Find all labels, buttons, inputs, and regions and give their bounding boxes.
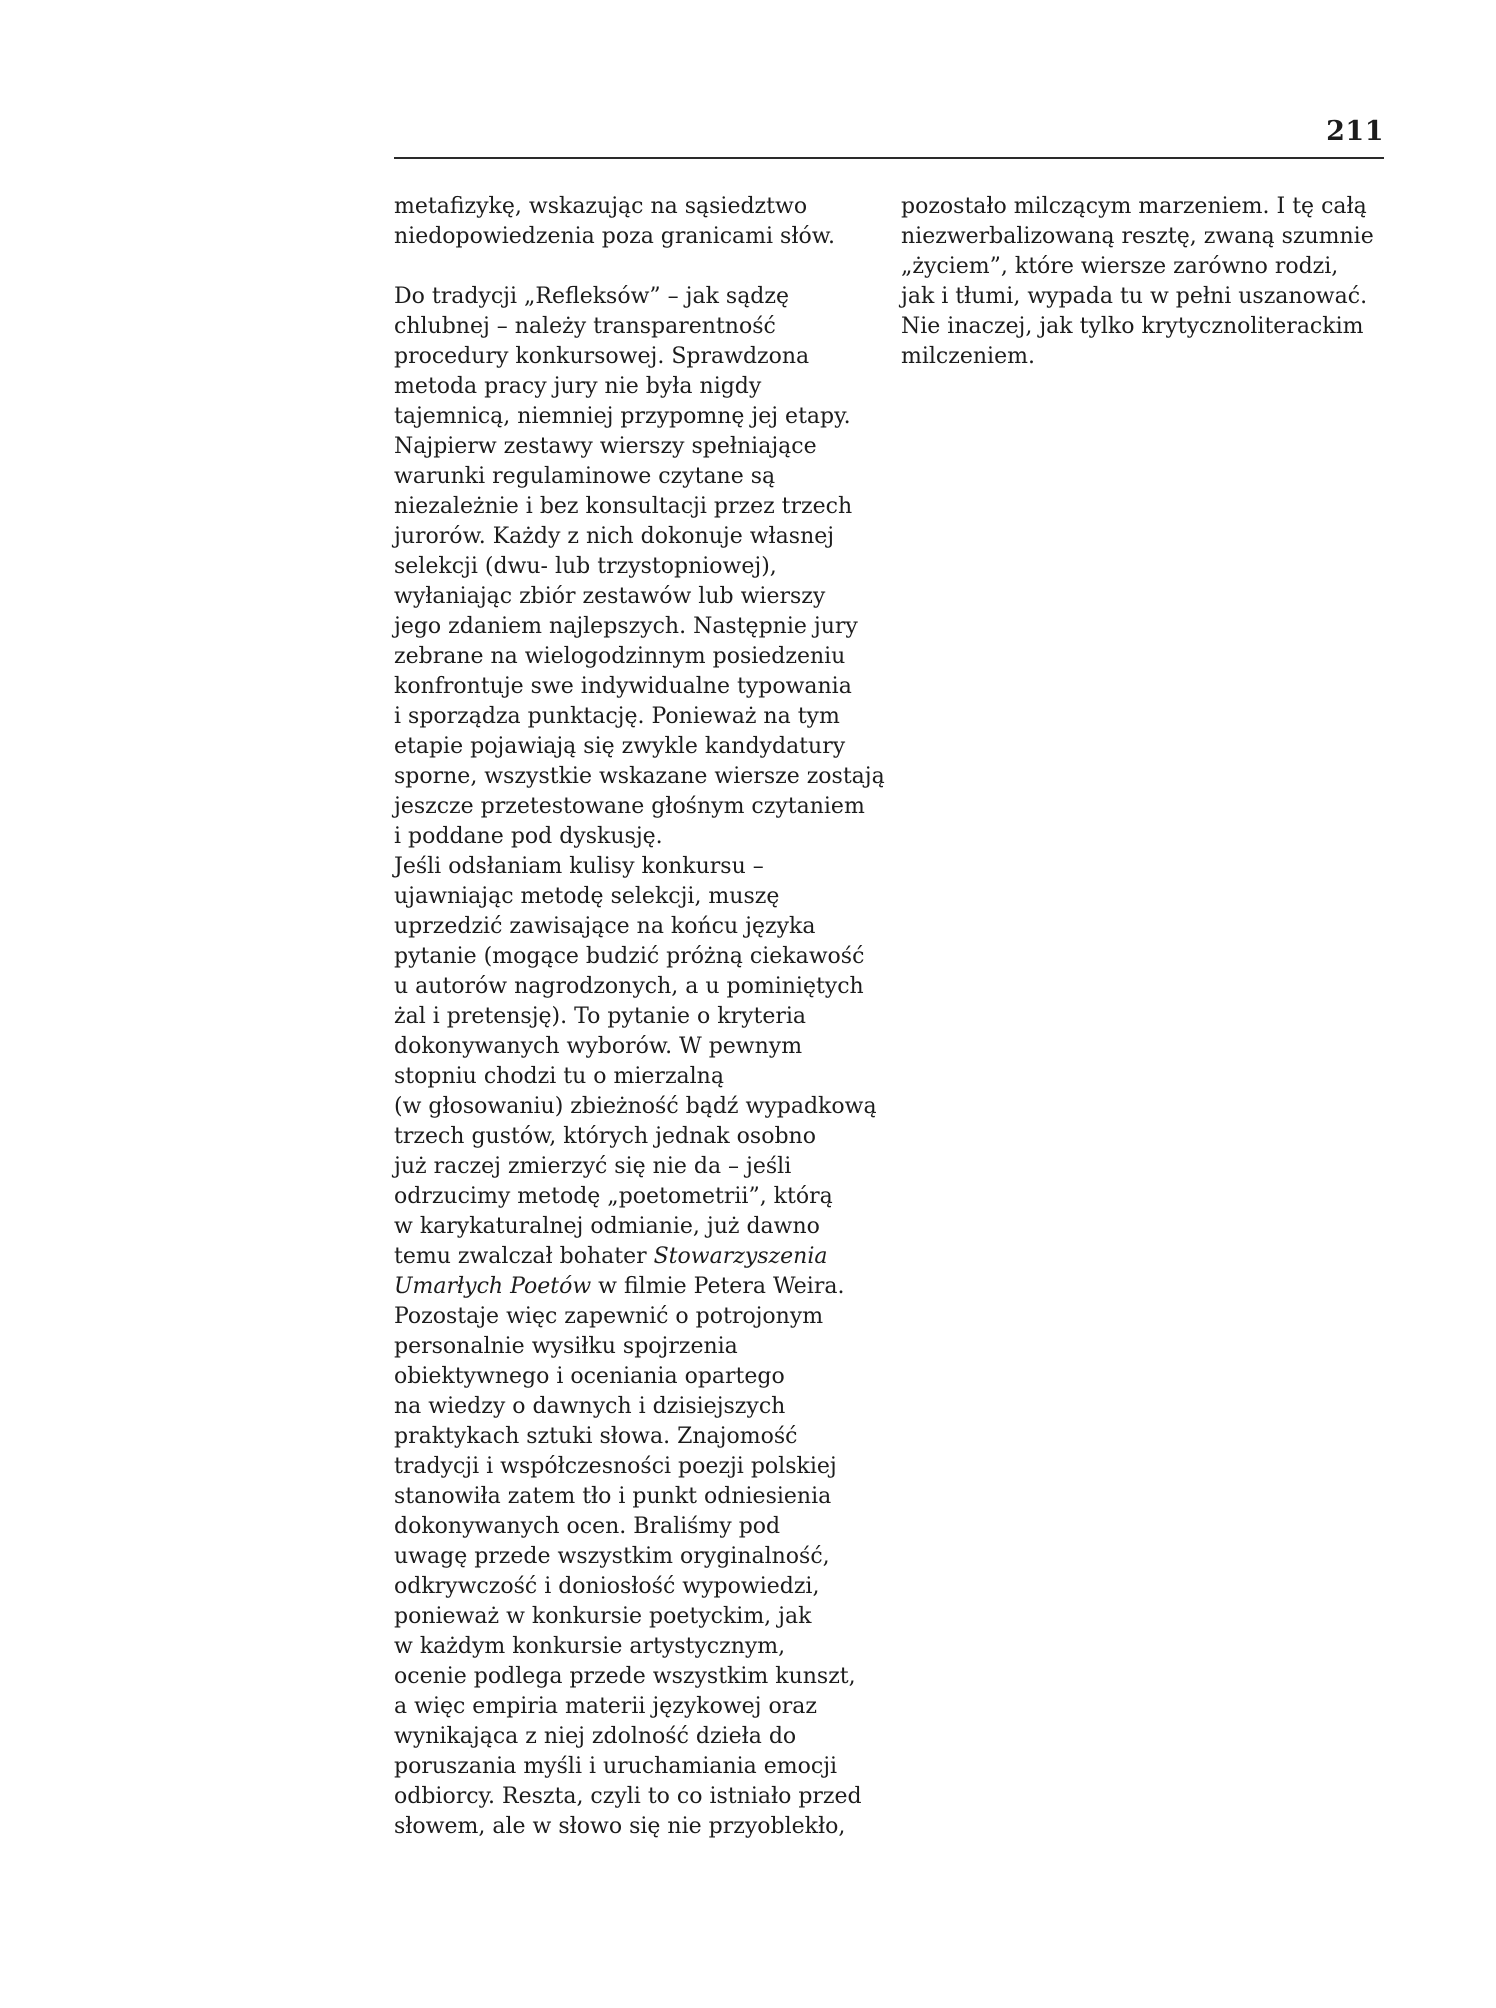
text-line: dokonywanych ocen. Braliśmy pod [394, 1514, 781, 1539]
text-line: i sporządza punktację. Ponieważ na tym [394, 704, 840, 729]
paragraph-3 [394, 852, 894, 1842]
text-line: poruszania myśli i uruchamiania emocji [394, 1754, 838, 1779]
text-line: Nie inaczej, jak tylko krytycznoliterackim [901, 314, 1364, 339]
text-line: pytanie (mogące budzić próżną ciekawość [394, 944, 865, 969]
text-line [394, 1272, 894, 1302]
text-line: sporne, wszystkie wskazane wiersze zostają [394, 764, 885, 789]
text-line: ocenie podlega przede wszystkim kunszt, [394, 1664, 856, 1689]
text-line: konfrontuje swe indywidualne typowania [394, 674, 852, 699]
paragraph-1 [394, 192, 894, 252]
text-line: stopniu chodzi tu o mierzalną [394, 1064, 724, 1089]
text-line: Jeśli odsłaniam kulisy konkursu – [394, 854, 764, 879]
text-line: chlubnej – należy transparentność [394, 314, 776, 339]
text-line: etapie pojawiają się zwykle kandydatury [394, 734, 846, 759]
text-line: niezwerbalizowaną resztę, zwaną szumnie [901, 224, 1374, 249]
paragraph-continuation [901, 192, 1401, 372]
text-segment: w filmie Petera Weira. [591, 1274, 845, 1299]
text-line: już raczej zmierzyć się nie da – jeśli [394, 1154, 792, 1179]
paragraph-2 [394, 282, 894, 852]
text-line: tradycji i współczesności poezji polskiej [394, 1454, 837, 1479]
text-line [394, 1242, 894, 1272]
text-line: metafizykę, wskazując na sąsiedztwo [394, 194, 808, 219]
text-line: jurorów. Każdy z nich dokonuje własnej [394, 524, 835, 549]
text-line: ponieważ w konkursie poetyckim, jak [394, 1604, 812, 1629]
text-line: metoda pracy jury nie była nigdy [394, 374, 762, 399]
text-line: Pozostaje więc zapewnić o potrojonym [394, 1304, 824, 1329]
text-line: praktykach sztuki słowa. Znajomość [394, 1424, 798, 1449]
text-line: tajemnicą, niemniej przypomnę jej etapy. [394, 404, 851, 429]
paragraph-spacer [394, 252, 894, 282]
text-line: trzech gustów, których jednak osobno [394, 1124, 816, 1149]
text-line: odbiorcy. Reszta, czyli to co istniało przed [394, 1784, 862, 1809]
text-line: milczeniem. [901, 344, 1035, 369]
text-line: uwagę przede wszystkim oryginalność, [394, 1544, 830, 1569]
text-line: i poddane pod dyskusję. [394, 824, 663, 849]
text-line: żal i pretensję). To pytanie o kryteria [394, 1004, 807, 1029]
film-title-italic: Stowarzyszenia [653, 1244, 828, 1269]
text-line: „życiem”, które wiersze zarówno rodzi, [901, 254, 1339, 279]
text-line: personalnie wysiłku spojrzenia [394, 1334, 738, 1359]
text-line: wyłaniając zbiór zestawów lub wierszy [394, 584, 826, 609]
text-line: (w głosowaniu) zbieżność bądź wypadkową [394, 1094, 877, 1119]
left-column [394, 192, 894, 1842]
text-line: zebrane na wielogodzinnym posiedzeniu [394, 644, 846, 669]
text-line: warunki regulaminowe czytane są [394, 464, 776, 489]
text-line: jeszcze przetestowane głośnym czytaniem [394, 794, 865, 819]
text-line: słowem, ale w słowo się nie przyoblekło, [394, 1814, 846, 1839]
text-line: wynikająca z niej zdolność dzieła do [394, 1724, 797, 1749]
text-line: odkrywczość i doniosłość wypowiedzi, [394, 1574, 820, 1599]
text-line: jego zdaniem najlepszych. Następnie jury [394, 614, 858, 639]
text-line: jak i tłumi, wypada tu w pełni uszanować. [901, 284, 1368, 309]
text-line: w każdym konkursie artystycznym, [394, 1634, 786, 1659]
text-line: obiektywnego i oceniania opartego [394, 1364, 785, 1389]
text-line: ujawniając metodę selekcji, muszę [394, 884, 780, 909]
text-line: Najpierw zestawy wierszy spełniające [394, 434, 817, 459]
text-line: Do tradycji „Refleksów” – jak sądzę [394, 284, 790, 309]
right-column [901, 192, 1401, 372]
film-title-italic: Umarłych Poetów [394, 1274, 592, 1299]
text-line: a więc empiria materii językowej oraz [394, 1694, 817, 1719]
text-line: stanowiła zatem tło i punkt odniesienia [394, 1484, 832, 1509]
text-line: niedopowiedzenia poza granicami słów. [394, 224, 835, 249]
text-line: dokonywanych wyborów. W pewnym [394, 1034, 803, 1059]
text-line: na wiedzy o dawnych i dzisiejszych [394, 1394, 786, 1419]
text-line: pozostało milczącym marzeniem. I tę całą [901, 194, 1367, 219]
page-number: 211 [1326, 116, 1384, 147]
text-line: w karykaturalnej odmianie, już dawno [394, 1214, 820, 1239]
text-line: selekcji (dwu- lub trzystopniowej), [394, 554, 777, 579]
text-line: uprzedzić zawisające na końcu języka [394, 914, 816, 939]
text-line: niezależnie i bez konsultacji przez trzech [394, 494, 853, 519]
text-line: procedury konkursowej. Sprawdzona [394, 344, 810, 369]
header-rule [394, 157, 1384, 159]
text-segment: temu zwalczał bohater [394, 1244, 654, 1269]
text-line: u autorów nagrodzonych, a u pominiętych [394, 974, 864, 999]
text-line: odrzucimy metodę „poetometrii”, którą [394, 1184, 833, 1209]
